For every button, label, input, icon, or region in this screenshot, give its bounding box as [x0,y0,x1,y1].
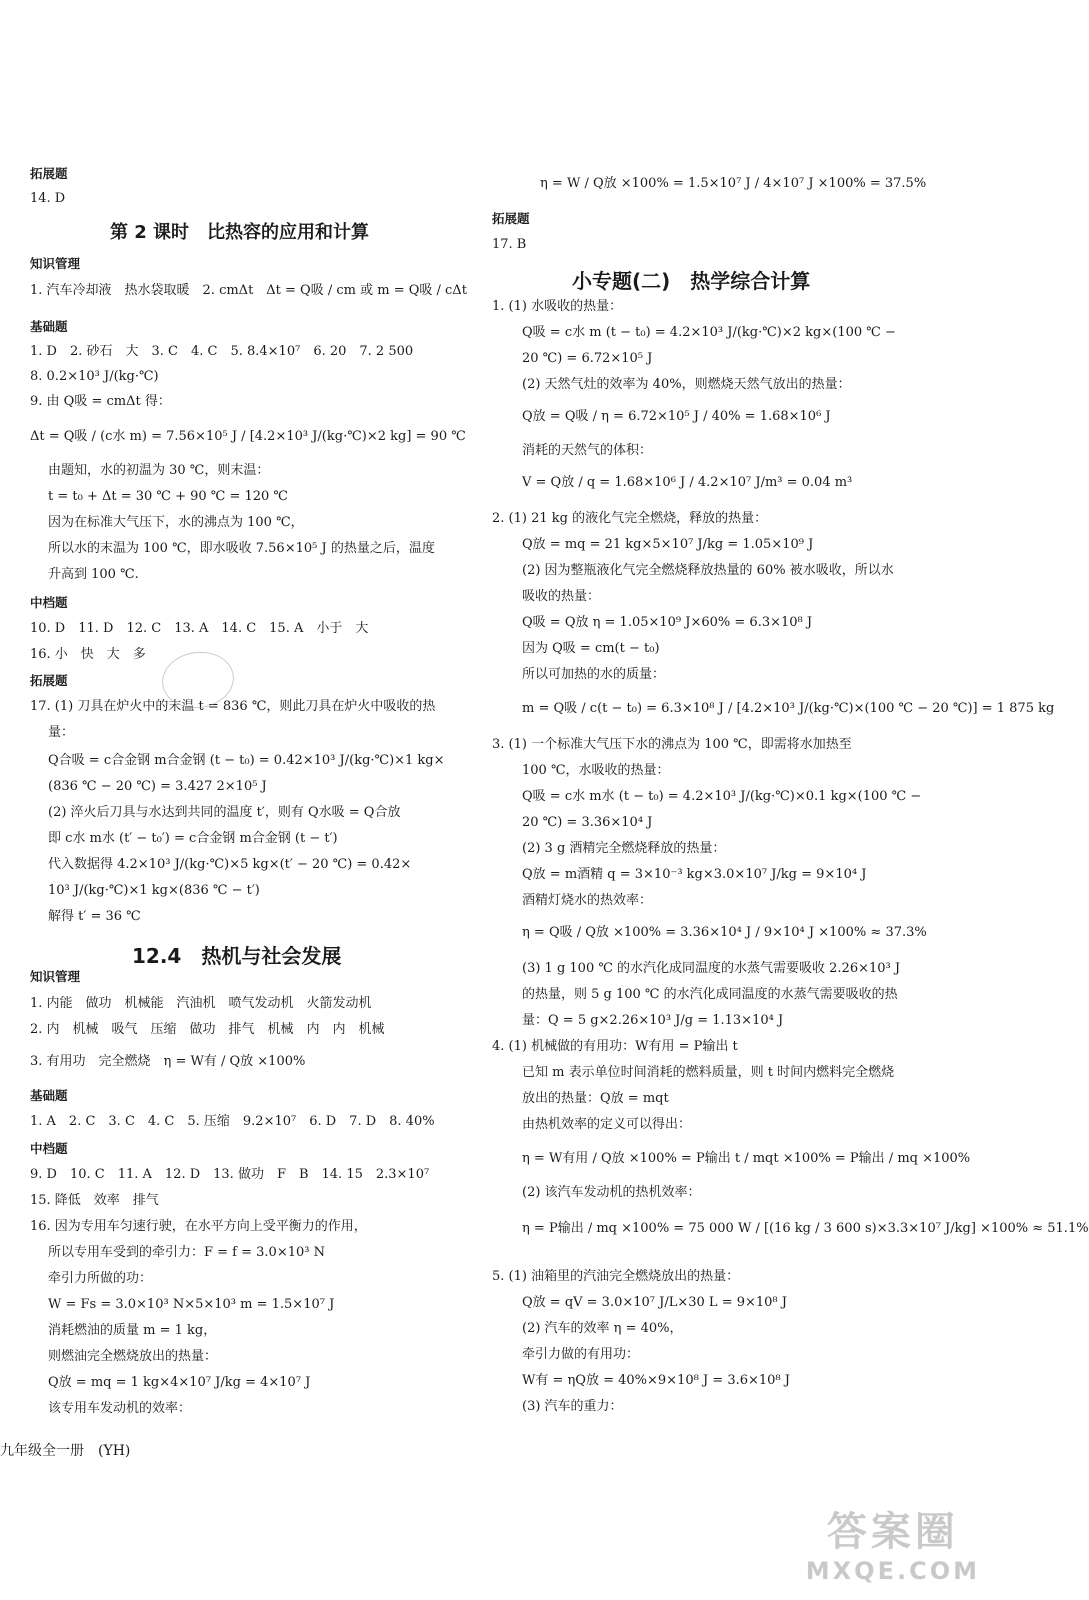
section-title: 小专题(二) 热学综合计算 [572,269,811,293]
text-line: 100 ℃，水吸收的热量： [522,763,670,778]
text-line: 9. 由 Q吸 = cmΔt 得： [30,394,171,409]
text-line: 1. A 2. C 3. C 4. C 5. 压缩 9.2×10⁷ 6. D 7. D 8. 40% [30,1114,435,1129]
text-line: 1. 内能 做功 机械能 汽油机 喷气发动机 火箭发动机 [30,996,372,1011]
text-line: 吸收的热量： [522,589,601,604]
text-line: 解得 t′ = 36 ℃ [48,909,141,924]
text-line: 量： [48,725,75,740]
text-line: 升高到 100 ℃. [48,567,139,582]
text-line: 已知 m 表示单位时间消耗的燃料质量，则 t 时间内燃料完全燃烧 [522,1065,895,1080]
text-line: V = Q放 / q = 1.68×10⁶ J / 4.2×10⁷ J/m³ = 0.04 m³ [522,475,853,490]
text-line: 该专用车发动机的效率： [48,1401,192,1416]
text-line: η = P输出 / mq ×100% = 75 000 W / [(16 kg / 3 600 s)×3.3×10⁷ J/kg] ×100% ≈ 51.1% [522,1221,1089,1236]
text-line: 的热量，则 5 g 100 ℃ 的水汽化成同温度的水蒸气需要吸收的热 [522,987,898,1002]
section-heading: 拓展题 [492,211,530,226]
text-line: 20 ℃) = 6.72×10⁵ J [522,351,653,366]
text-line: 16. 小 快 大 多 [30,647,146,662]
text-line: Q吸 = c水 m水 (t − t₀) = 4.2×10³ J/(kg·℃)×0.1 kg×(100 ℃ − [522,789,922,804]
text-line: Q放 = mq = 21 kg×5×10⁷ J/kg = 1.05×10⁹ J [522,537,814,552]
text-line: η = Q吸 / Q放 ×100% = 3.36×10⁴ J / 9×10⁴ J ×100% ≈ 37.3% [522,925,927,940]
text-line: 牵引力所做的功： [48,1271,153,1286]
text-line: 因为 Q吸 = cm(t − t₀) [522,641,660,656]
text-line: 2. 内 机械 吸气 压缩 做功 排气 机械 内 内 机械 [30,1022,385,1037]
section-heading: 拓展题 [30,166,68,181]
text-line: 1. 汽车冷却液 热水袋取暖 2. cmΔt Δt = Q吸 / cm 或 m = Q吸 / cΔt [30,283,467,298]
text-line: 即 c水 m水 (t′ − t₀′) = c合金钢 m合金钢 (t − t′) [48,831,338,846]
text-line: Q放 = qV = 3.0×10⁷ J/L×30 L = 9×10⁸ J [522,1295,787,1310]
text-line: 1. D 2. 砂石 大 3. C 4. C 5. 8.4×10⁷ 6. 20 7. 2 500 [30,344,414,359]
text-line: 牵引力做的有用功： [522,1347,640,1362]
text-line: 3. (1) 一个标准大气压下水的沸点为 100 ℃，即需将水加热至 [492,737,852,752]
text-line: 所以专用车受到的牵引力：F = f = 3.0×10³ N [48,1245,325,1260]
text-line: 1. (1) 水吸收的热量： [492,299,623,314]
text-line: 酒精灯烧水的热效率： [522,893,653,908]
text-line: 放出的热量：Q放 = mqt [522,1091,669,1106]
site-watermark [806,1500,980,1585]
text-line: 15. 降低 效率 排气 [30,1193,159,1208]
text-line: (2) 该汽车发动机的热机效率： [522,1185,701,1200]
text-line: 9. D 10. C 11. A 12. D 13. 做功 F B 14. 15 2.3×10⁷ [30,1167,430,1182]
page-footer: 九年级全一册 (YH) [0,1443,131,1459]
section-title: 第 2 课时 比热容的应用和计算 [110,222,370,243]
text-line: η = W / Q放 ×100% = 1.5×10⁷ J / 4×10⁷ J ×100% = 37.5% [540,176,927,191]
text-line: Q合吸 = c合金钢 m合金钢 (t − t₀) = 0.42×10³ J/(kg·℃)×1 kg× [48,753,445,768]
text-line: 量：Q = 5 g×2.26×10³ J/g = 1.13×10⁴ J [522,1013,784,1028]
text-line: (3) 汽车的重力： [522,1399,623,1414]
text-line: 14. D [30,191,66,206]
text-line: W = Fs = 3.0×10³ N×5×10³ m = 1.5×10⁷ J [48,1297,335,1312]
text-line: (2) 汽车的效率 η = 40%， [522,1321,683,1336]
text-line: 20 ℃) = 3.36×10⁴ J [522,815,653,830]
section-heading: 拓展题 [30,673,68,688]
section-heading: 中档题 [30,1141,68,1156]
text-line: 则燃油完全燃烧放出的热量： [48,1349,218,1364]
text-line: m = Q吸 / c(t − t₀) = 6.3×10⁸ J / [4.2×10³ J/(kg·℃)×(100 ℃ − 20 ℃)] = 1 875 kg [522,701,1055,716]
text-line: Δt = Q吸 / (c水 m) = 7.56×10⁵ J / [4.2×10³ J/(kg·℃)×2 kg] = 90 ℃ [30,429,466,444]
section-heading: 知识管理 [30,969,81,984]
text-line: (2) 因为整瓶液化气完全燃烧释放热量的 60% 被水吸收，所以水 [522,563,894,578]
text-line: W有 = ηQ放 = 40%×9×10⁸ J = 3.6×10⁸ J [522,1373,790,1388]
section-heading: 基础题 [30,1088,68,1103]
text-line: 因为在标准大气压下，水的沸点为 100 ℃， [48,515,304,530]
text-line: η = W有用 / Q放 ×100% = P输出 t / mqt ×100% = P输出 / mq ×100% [522,1151,971,1166]
section-heading: 基础题 [30,319,68,334]
section-title: 12.4 热机与社会发展 [132,944,342,968]
text-line: 消耗燃油的质量 m = 1 kg， [48,1323,217,1338]
text-line: (2) 天然气灶的效率为 40%，则燃烧天然气放出的热量： [522,377,851,392]
section-heading: 中档题 [30,595,68,610]
text-line: Q放 = m酒精 q = 3×10⁻³ kg×3.0×10⁷ J/kg = 9×10⁴ J [522,867,867,882]
text-line: 10. D 11. D 12. C 13. A 14. C 15. A 小于 大 [30,621,369,636]
watermark-logo-text: 答案圈 [826,1509,959,1555]
text-line: 3. 有用功 完全燃烧 η = W有 / Q放 ×100% [30,1054,306,1069]
text-line: 4. (1) 机械做的有用功：W有用 = P输出 t [492,1039,738,1054]
text-line: 所以水的末温为 100 ℃，即水吸收 7.56×10⁵ J 的热量之后，温度 [48,541,435,556]
text-line: Q放 = Q吸 / η = 6.72×10⁵ J / 40% = 1.68×10⁶ J [522,409,831,424]
right-column [492,0,1089,1600]
text-line: (2) 3 g 酒精完全燃烧释放的热量： [522,841,726,856]
section-heading: 知识管理 [30,256,81,271]
text-line: 2. (1) 21 kg 的液化气完全燃烧，释放的热量： [492,511,768,526]
text-line: (3) 1 g 100 ℃ 的水汽化成同温度的水蒸气需要吸收 2.26×10³ J [522,961,901,976]
text-line: (836 ℃ − 20 ℃) = 3.427 2×10⁵ J [48,779,267,794]
text-line: 由热机效率的定义可以得出： [522,1117,692,1132]
text-line: 16. 因为专用车匀速行驶，在水平方向上受平衡力的作用， [30,1219,367,1234]
text-line: 17. (1) 刀具在炉火中的末温 t = 836 ℃，则此刀具在炉火中吸收的热 [30,699,436,714]
text-line: Q吸 = c水 m (t − t₀) = 4.2×10³ J/(kg·℃)×2 kg×(100 ℃ − [522,325,896,340]
text-line: (2) 淬火后刀具与水达到共同的温度 t′，则有 Q水吸 = Q合放 [48,805,401,820]
text-line: Q放 = mq = 1 kg×4×10⁷ J/kg = 4×10⁷ J [48,1375,311,1390]
text-line: 所以可加热的水的质量： [522,667,666,682]
text-line: 5. (1) 油箱里的汽油完全燃烧放出的热量： [492,1269,740,1284]
text-line: t = t₀ + Δt = 30 ℃ + 90 ℃ = 120 ℃ [48,489,288,504]
text-line: Q吸 = Q放 η = 1.05×10⁹ J×60% = 6.3×10⁸ J [522,615,813,630]
text-line: 消耗的天然气的体积： [522,443,653,458]
text-line: 8. 0.2×10³ J/(kg·℃) [30,369,159,384]
text-line: 17. B [492,237,527,252]
watermark-url: MXQE.COM [805,1557,980,1585]
text-line: 代入数据得 4.2×10³ J/(kg·℃)×5 kg×(t′ − 20 ℃) = 0.42× [48,857,412,872]
text-line: 10³ J/(kg·℃)×1 kg×(836 ℃ − t′) [48,883,260,898]
left-column [0,0,490,1600]
text-line: 由题知，水的初温为 30 ℃，则末温： [48,463,270,478]
